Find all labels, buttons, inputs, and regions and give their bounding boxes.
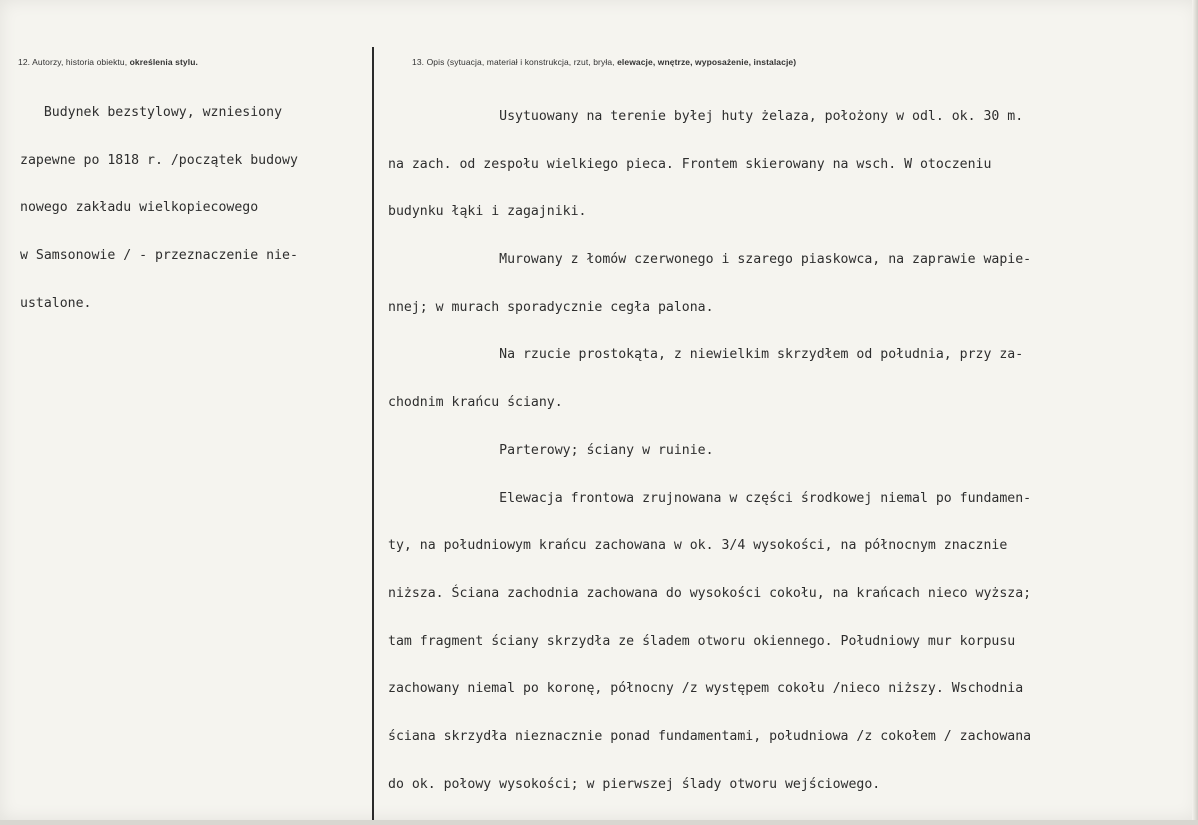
text-line: ściana skrzydła nieznacznie ponad fundamentami, południowa /z cokołem / zachowana <box>388 729 1032 745</box>
text-line: nnej; w murach sporadycznie cegła palona. <box>388 299 714 315</box>
left-header-text: Autorzy, historia obiektu, <box>32 57 128 67</box>
text-line: do ok. połowy wysokości; w pierwszej ślady otworu wejściowego. <box>388 776 881 792</box>
text-line: Na rzucie prostokąta, z niewielkim skrzydłem od południa, przy za- <box>388 347 1024 363</box>
column-divider <box>372 47 374 820</box>
text-line: niższa. Ściana zachodnia zachowana do wysokości cokołu, na krańcach nieco wyższa; <box>388 586 1032 601</box>
right-column-header <box>412 57 796 67</box>
text-line: tam fragment ściany skrzydła ze śladem otworu okiennego. Południowy mur korpusu <box>388 633 1016 649</box>
text-line: Usytuowany na terenie byłej huty żelaza, położony w odl. ok. 30 m. <box>388 108 1024 124</box>
left-header-bold: określenia stylu. <box>129 57 198 67</box>
text-line: Parterowy; ściany w ruinie. <box>388 442 714 458</box>
right-header-text: Opis (sytuacja, materiał i konstrukcja, rzut, bryła, <box>426 57 615 67</box>
text-line: zachowany niemal po koronę, północny /z występem cokołu /nieco niższy. Wschodnia <box>388 681 1024 697</box>
right-header-number: 13. <box>412 57 425 67</box>
left-column-header <box>18 57 198 67</box>
text-line: Budynek bezstylowy, wzniesiony <box>20 104 283 120</box>
text-line: zapewne po 1818 r. /początek budowy <box>20 152 298 168</box>
text-line: budynku łąki i zagajniki. <box>388 204 587 220</box>
text-line: na zach. od zespołu wielkiego pieca. Frontem skierowany na wsch. W otoczeniu <box>388 156 992 172</box>
text-line: Elewacja frontowa zrujnowana w części środkowej niemal po fundamen- <box>388 490 1032 506</box>
right-column-text <box>388 77 1031 825</box>
left-header-number: 12. <box>18 57 31 67</box>
text-line: ty, na południowym krańcu zachowana w ok. 3/4 wysokości, na północnym znacznie <box>388 538 1008 554</box>
left-column-text <box>20 73 298 343</box>
text-line: chodnim krańcu ściany. <box>388 395 563 411</box>
text-line: Murowany z łomów czerwonego i szarego piaskowca, na zaprawie wapie- <box>388 251 1032 267</box>
right-header-bold: elewacje, wnętrze, wyposażenie, instalacje) <box>617 57 797 67</box>
text-line: nowego zakładu wielkopiecowego <box>20 200 259 216</box>
text-line: w Samsonowie / - przeznaczenie nie- <box>20 247 298 263</box>
text-line: ustalone. <box>20 295 92 311</box>
